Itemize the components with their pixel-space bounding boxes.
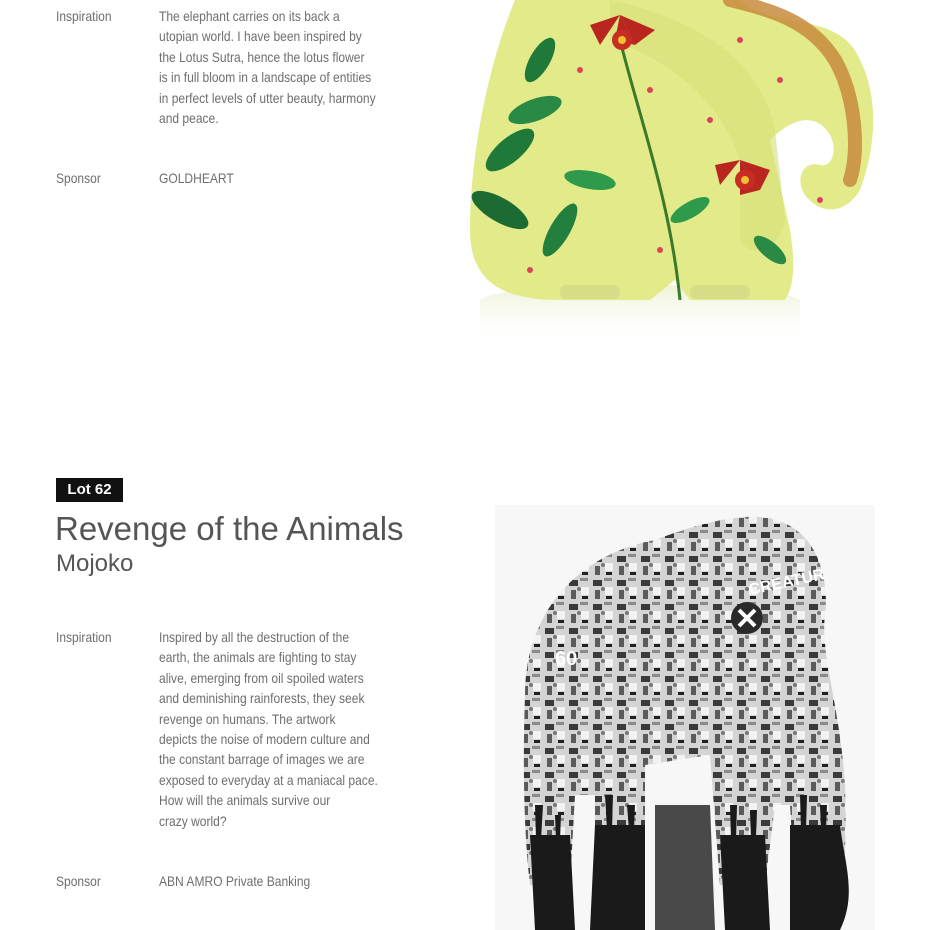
artwork-title: Revenge of the Animals [55,510,404,547]
inspiration-line: alive, emerging from oil spoiled waters [159,669,364,686]
inspiration-line: crazy world? [159,812,227,829]
inspiration-line: Inspired by all the destruction of the [159,629,350,645]
floral-elephant-image [440,0,890,370]
sponsor-name: GOLDHEART [159,170,234,186]
inspiration-label: Inspiration [56,8,112,24]
inspiration-line: revenge on humans. The artwork [159,710,336,727]
inspiration-label: Inspiration [56,629,112,645]
collage-elephant-image [495,505,875,930]
inspiration-line: The elephant carries on its back a [159,8,340,24]
inspiration-line: depicts the noise of modern culture and [159,731,370,748]
inspiration-text [159,627,400,831]
inspiration-line: the Lotus Sutra, hence the lotus flower [159,48,365,65]
sponsor-label: Sponsor [56,170,101,186]
inspiration-line: in perfect levels of utter beauty, harmony [159,89,376,106]
inspiration-line: and peace. [159,110,219,127]
inspiration-line: the constant barrage of images we are [159,751,365,768]
sponsor-name: ABN AMRO Private Banking [159,873,311,889]
inspiration-line: earth, the animals are fighting to stay [159,649,357,666]
collage-text-mark: 60 [555,648,578,670]
inspiration-text [159,6,400,128]
artist-name: Mojoko [56,550,134,577]
collage-text-mark: CREATUR [747,566,827,599]
inspiration-line: How will the animals survive our [159,792,331,809]
inspiration-line: utopian world. I have been inspired by [159,28,362,45]
sponsor-label: Sponsor [56,873,101,889]
inspiration-line: is in full bloom in a landscape of entities [159,69,372,86]
inspiration-line: exposed to everyday at a maniacal pace. [159,771,378,788]
inspiration-line: and deminishing rainforests, they seek [159,690,365,707]
lot-badge: Lot 62 [56,478,123,502]
